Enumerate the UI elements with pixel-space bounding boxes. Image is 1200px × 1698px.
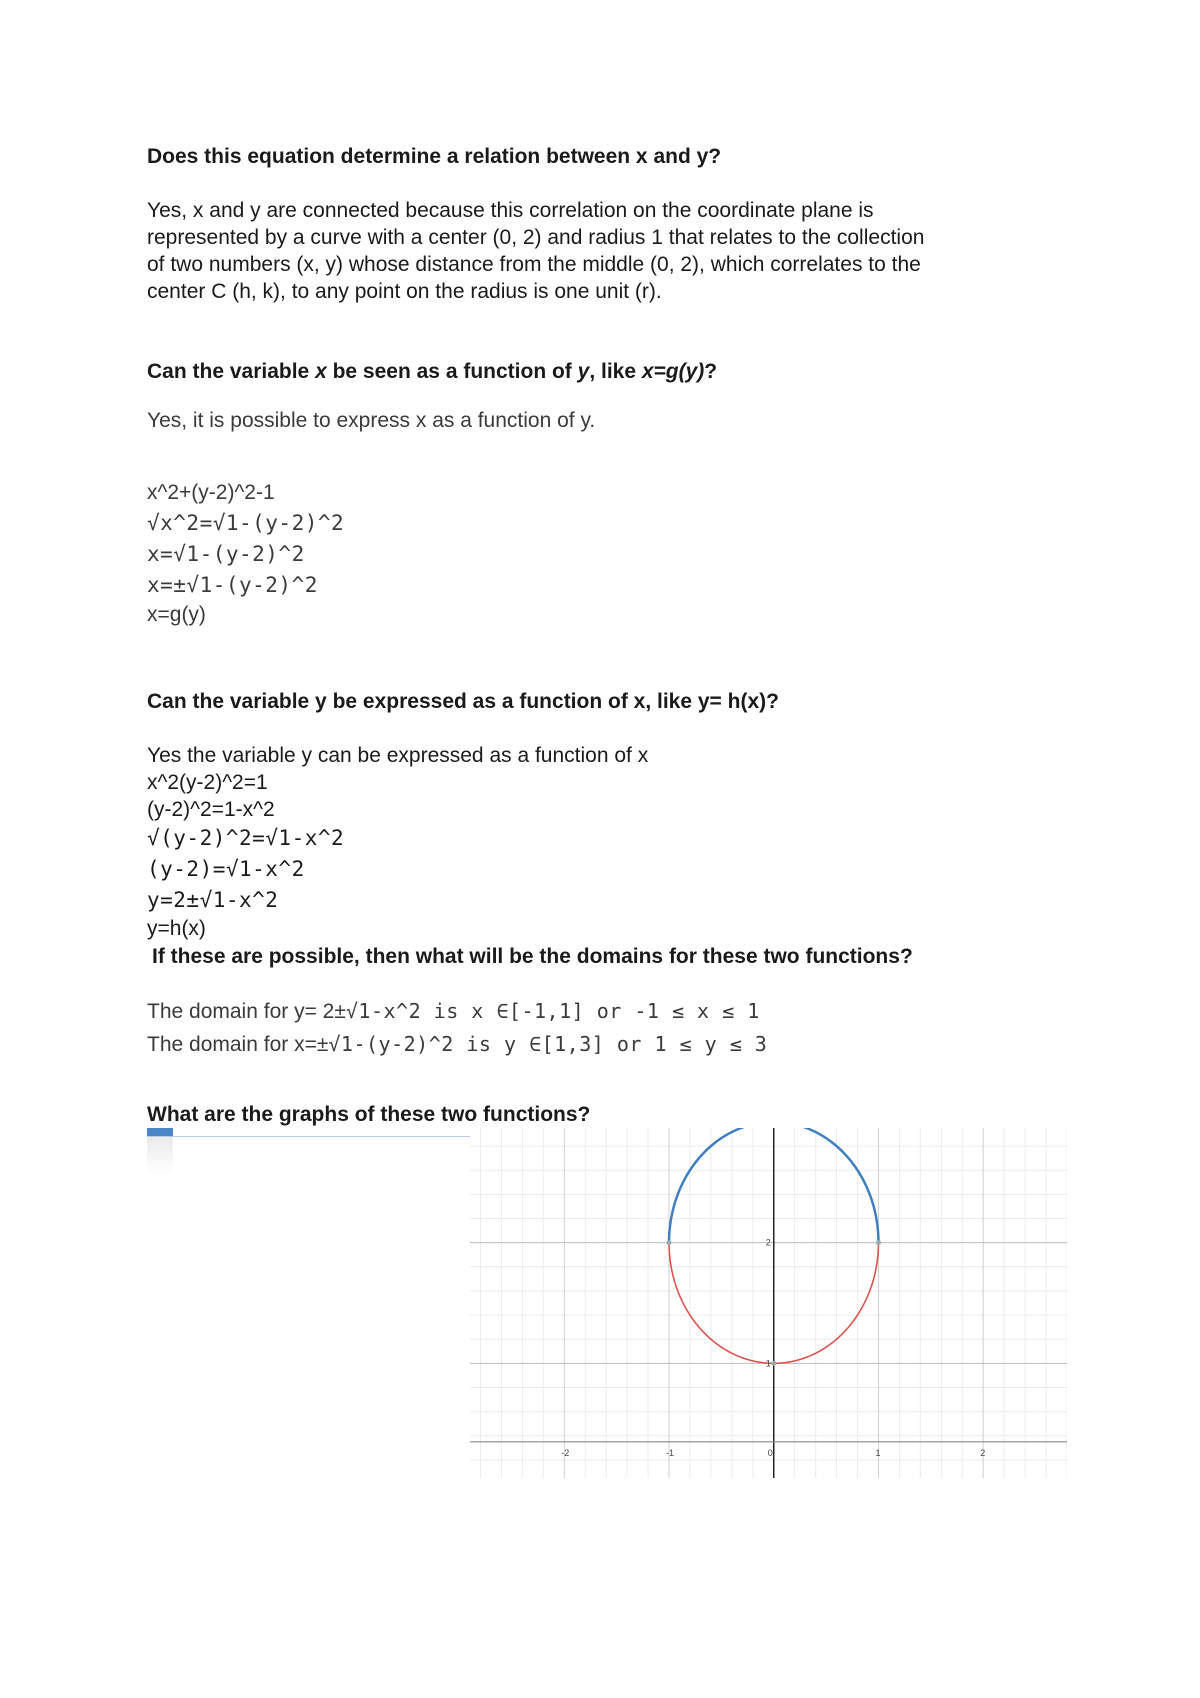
arc-endpoint [771, 1361, 776, 1366]
question-text: be seen as a function of [326, 360, 578, 383]
x-tick-label: 1 [875, 1447, 881, 1458]
x-function-question [147, 358, 1067, 385]
y-function-answer: Yes the variable y can be expressed as a function of x [147, 744, 649, 767]
question-var-y: y [577, 360, 590, 383]
y-tick-label: 2 [765, 1237, 771, 1248]
relation-answer-line: Yes, x and y are connected because this correlation on the coordinate plane is [147, 199, 874, 222]
domain-y-math: √1-x^2 is x ∈[-1,1] or -1 ≤ x ≤ 1 [345, 999, 760, 1023]
question-expression: x=g(y) [641, 360, 705, 383]
x-tick-label: -1 [666, 1447, 675, 1458]
domain-lines [147, 995, 1067, 1061]
question-text: ? [704, 360, 718, 383]
x-function-section [147, 358, 1067, 628]
arc-endpoint [876, 1240, 881, 1245]
relation-section [147, 143, 1067, 305]
graph-area [147, 1128, 1067, 1478]
relation-answer-line: center C (h, k), to any point on the radius is one unit (r). [147, 280, 662, 303]
y-function-question: Can the variable y be expressed as a function of x, like y= h(x)? [147, 690, 779, 713]
x-step-2: √x^2=√1-(y-2)^2 [147, 511, 345, 535]
domain-x-math: √1-(y-2)^2 is y ∈[1,3] or 1 ≤ y ≤ 3 [328, 1032, 768, 1056]
x-tick-label: -2 [561, 1447, 570, 1458]
domain-y-line [147, 995, 1067, 1028]
arc-endpoint [667, 1240, 672, 1245]
circle-graph [470, 1128, 1067, 1478]
x-function-answer: Yes, it is possible to express x as a function of y. [147, 409, 596, 432]
y-step-2: (y-2)^2=1-x^2 [147, 798, 275, 821]
x-step-4: x=±√1-(y-2)^2 [147, 573, 318, 597]
x-tick-label: 0 [767, 1447, 773, 1458]
domain-x-line [147, 1028, 1067, 1061]
y-tick-label: 1 [765, 1358, 771, 1369]
relation-question: Does this equation determine a relation between x and y? [147, 145, 722, 168]
y-step-3: √(y-2)^2=√1-x^2 [147, 826, 345, 850]
graphs-section [147, 1101, 1067, 1128]
relation-answer-line: represented by a curve with a center (0, 2) and radius 1 that relates to the collection [147, 226, 925, 249]
major-gridlines [470, 1128, 1067, 1478]
x-step-1: x^2+(y-2)^2-1 [147, 481, 275, 504]
image-border-line [147, 1136, 470, 1137]
domain-x-prefix: The domain for x=± [147, 1033, 329, 1056]
axes [470, 1128, 1067, 1478]
question-text: , like [589, 360, 642, 383]
y-step-1: x^2(y-2)^2=1 [147, 771, 268, 794]
y-step-5: y=2±√1-x^2 [147, 888, 279, 912]
x-step-5: x=g(y) [147, 603, 206, 626]
domain-y-prefix: The domain for y= 2± [147, 1000, 346, 1023]
domain-section [152, 943, 1072, 970]
y-function-section [147, 688, 1067, 941]
domain-question: If these are possible, then what will be the domains for these two functions? [152, 945, 913, 968]
x-tick-label: 2 [980, 1447, 986, 1458]
y-step-6: y=h(x) [147, 917, 206, 940]
relation-answer-line: of two numbers (x, y) whose distance from the middle (0, 2), which correlates to the [147, 253, 921, 276]
question-var-x: x [315, 360, 327, 383]
question-text: Can the variable [147, 360, 316, 383]
x-step-3: x=√1-(y-2)^2 [147, 542, 305, 566]
y-step-4: (y-2)=√1-x^2 [147, 857, 305, 881]
graphs-question: What are the graphs of these two functions? [147, 1103, 591, 1126]
minor-gridlines [470, 1128, 1067, 1478]
image-handle-bar [147, 1128, 173, 1136]
